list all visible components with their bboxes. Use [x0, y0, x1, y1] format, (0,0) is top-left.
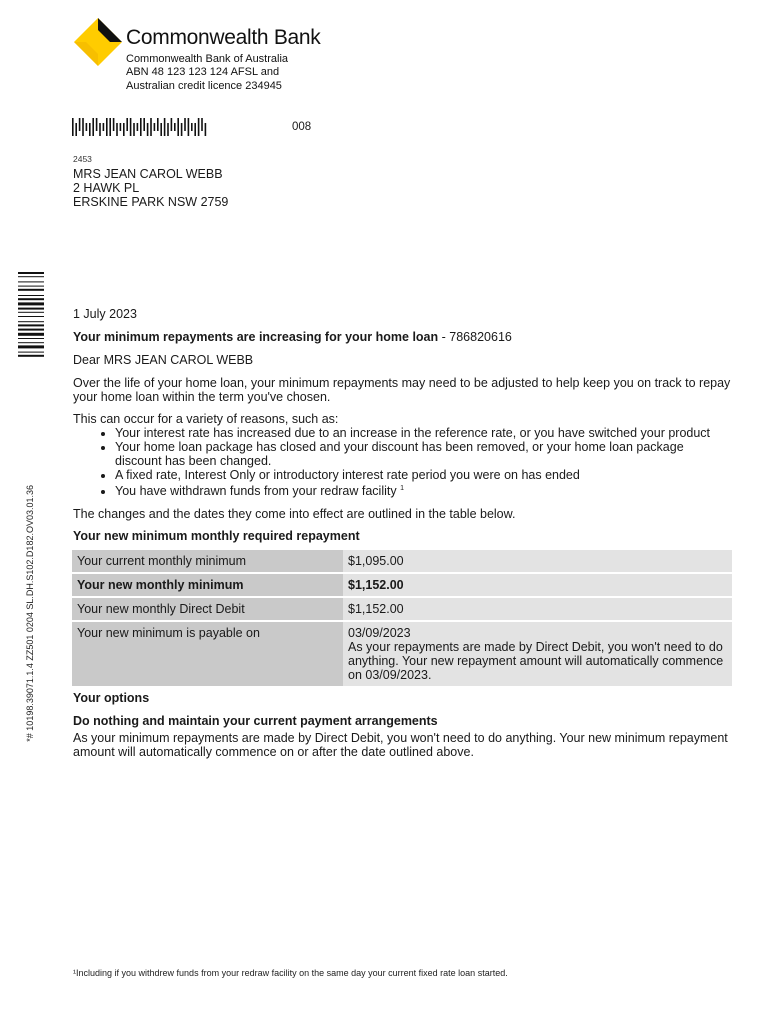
list-item: • Your interest rate has increased due to an increase in the reference rate, or you have switched your product	[115, 426, 733, 440]
intro-paragraph: Over the life of your home loan, your minimum repayments may need to be adjusted to help keep you on track to repay your home loan within the term you've chosen.	[73, 376, 731, 404]
option-title: Do nothing and maintain your current payment arrangements	[73, 714, 438, 728]
subject-separator: -	[441, 330, 446, 344]
repayment-table	[72, 548, 732, 688]
bank-name: Commonwealth Bank	[126, 26, 321, 49]
address-line: 2 HAWK PL	[73, 181, 140, 195]
reasons-intro: This can occur for a variety of reasons, such as:	[73, 412, 339, 426]
table-row	[72, 574, 732, 596]
footnote-marker: 1	[400, 485, 405, 492]
sequence-number: 008	[292, 121, 312, 133]
table-row	[72, 622, 732, 686]
row-label: Your new minimum is payable on	[72, 622, 343, 686]
address-line: ERSKINE PARK NSW 2759	[73, 195, 229, 209]
row-label: Your current monthly minimum	[72, 550, 343, 572]
subject-text: Your minimum repayments are increasing for your home loan	[73, 330, 439, 344]
bank-detail-line: Australian credit licence 234945	[126, 79, 282, 92]
side-barcode	[18, 272, 44, 392]
payable-note: As your repayments are made by Direct Debit, you won't need to do anything. Your new repayment amount will automatically commence on 03/09/2023.	[348, 640, 724, 682]
mailing-address	[73, 167, 228, 209]
footnote: ¹Including if you withdrew funds from your redraw facility on the same day your current fixed rate loan started.	[73, 968, 508, 978]
table-heading: Your new minimum monthly required repayment	[73, 529, 360, 543]
greeting: Dear MRS JEAN CAROL WEBB	[73, 353, 254, 367]
row-label: Your new monthly minimum	[72, 574, 343, 596]
changes-paragraph: The changes and the dates they come into effect are outlined in the table below.	[73, 507, 516, 521]
letter-date: 1 July 2023	[73, 307, 137, 321]
letter-subject	[73, 330, 512, 344]
postal-barcode	[72, 118, 212, 136]
list-item: • A fixed rate, Interest Only or introductory interest rate period you were on has ended	[115, 468, 733, 482]
bank-details	[126, 53, 288, 93]
payable-date: 03/09/2023	[348, 626, 411, 640]
row-value: $1,095.00	[343, 550, 732, 572]
option-text: As your minimum repayments are made by Direct Debit, you won't need to do anything. Your new minimum repayment amount will automatically commence on or after the date outlined above.	[73, 731, 728, 759]
loan-number: 786820616	[449, 330, 512, 344]
table-row	[72, 598, 732, 620]
bank-detail-line: Commonwealth Bank of Australia	[126, 53, 289, 65]
reasons-list	[73, 426, 733, 498]
row-label: Your new monthly Direct Debit	[72, 598, 343, 620]
bank-logo-icon	[72, 16, 124, 68]
table-row	[72, 550, 732, 572]
address-code: 2453	[73, 154, 92, 164]
bank-detail-line: ABN 48 123 123 124 AFSL and	[126, 66, 280, 79]
options-heading: Your options	[73, 691, 150, 705]
reasons-block	[73, 412, 733, 498]
document-tracking-code: *# 10198.39071.1.4 ZZ501 0204 SL.DH.S102.D182.OV03.01.36	[25, 485, 35, 742]
row-value	[343, 622, 732, 686]
list-item: • Your home loan package has closed and your discount has been removed, or your home loan package discount has been changed.	[115, 440, 733, 468]
row-value: $1,152.00	[343, 598, 732, 620]
list-item: • You have withdrawn funds from your redraw facility $^1$	[115, 482, 733, 498]
row-value: $1,152.00	[343, 574, 732, 596]
address-line: MRS JEAN CAROL WEBB	[73, 167, 223, 181]
